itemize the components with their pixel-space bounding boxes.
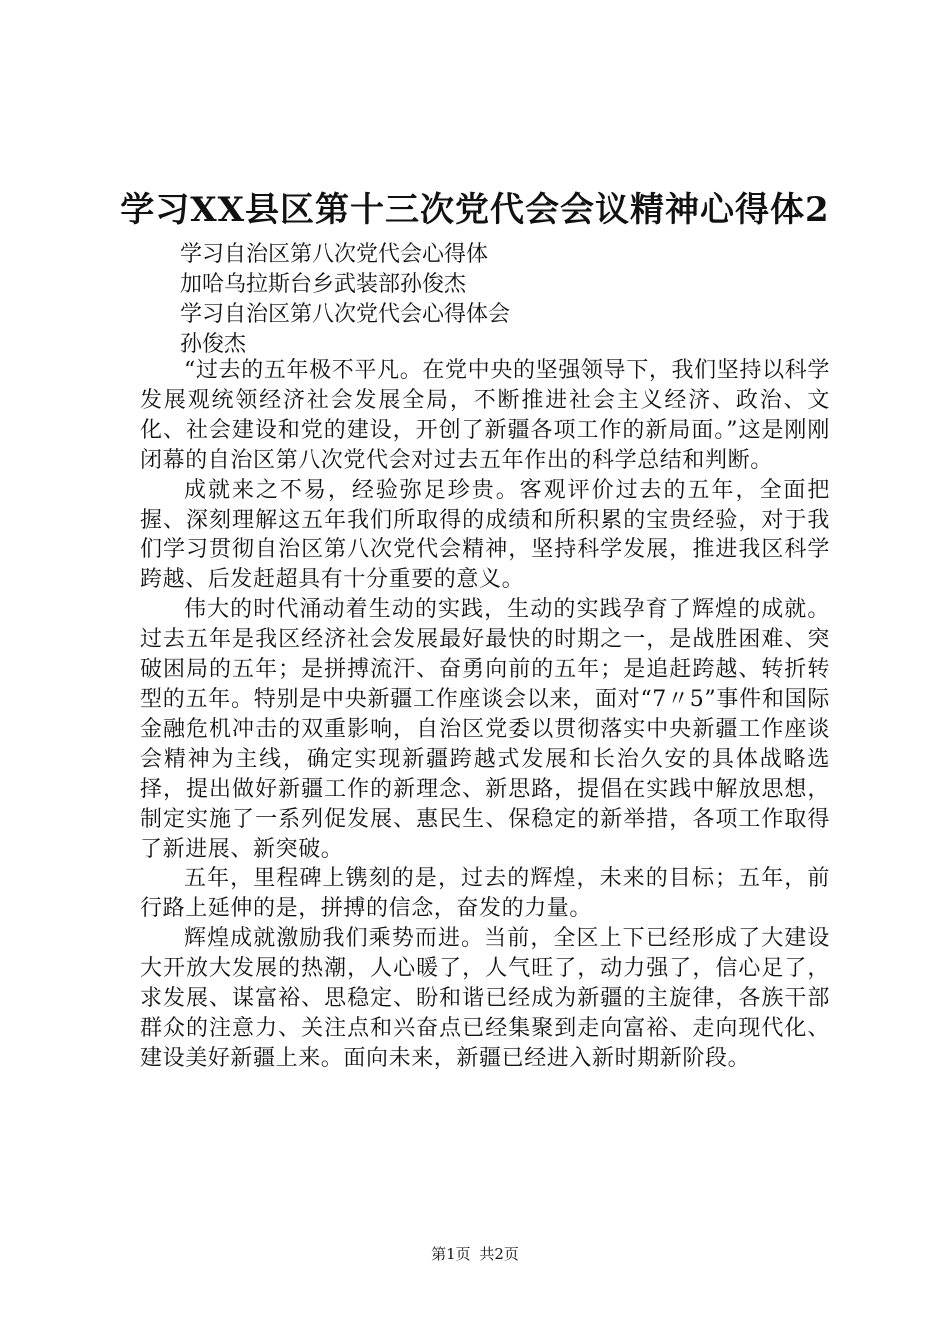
- document-title: 学习XX县区第十三次党代会会议精神心得体2: [120, 190, 830, 230]
- page-footer: [0, 1244, 950, 1264]
- meta-subtitle-full: 学习自治区第八次党代会心得体会: [180, 302, 511, 327]
- body-paragraph: 伟大的时代涌动着生动的实践，生动的实践孕育了辉煌的成就。过去五年是我区经济社会发展最好最快的时期之一，是战胜困难、突破困局的五年；是拼搏流汗、奋勇向前的五年；是追赶跨越、转折转型的五年。特别是中央新疆工作座谈会以来，面对“7〃5”事件和国际金融危机冲击的双重影响，自治区党委以贯彻落实中央新疆工作座谈会精神为主线，确定实现新疆跨越式发展和长治久安的具体战略选择，提出做好新疆工作的新理念、新思路，提倡在实践中解放思想，制定实施了一系列促发展、惠民生、保稳定的新举措，各项工作取得了新进展、新突破。: [140, 597, 830, 862]
- document-meta: [180, 240, 830, 360]
- page-total: 共2页: [479, 1245, 519, 1263]
- meta-author-unit: 加哈乌拉斯台乡武装部孙俊杰: [180, 272, 467, 297]
- page-number: 第1页: [431, 1245, 471, 1263]
- meta-author: 孙俊杰: [180, 332, 247, 357]
- document-body: [140, 356, 830, 1074]
- body-paragraph: 辉煌成就激励我们乘势而进。当前，全区上下已经形成了大建设大开放大发展的热潮，人心暖了，人气旺了，动力强了，信心足了，求发展、谋富裕、思稳定、盼和谐已经成为新疆的主旋律，各族干部群众的注意力、关注点和兴奋点已经集聚到走向富裕、走向现代化、建设美好新疆上来。面向未来，新疆已经进入新时期新阶段。: [140, 926, 830, 1071]
- meta-subtitle: 学习自治区第八次党代会心得体: [180, 242, 489, 267]
- body-paragraph: 五年，里程碑上镌刻的是，过去的辉煌，未来的目标；五年，前行路上延伸的是，拼搏的信念，奋发的力量。: [140, 866, 830, 922]
- body-paragraph: “过去的五年极不平凡。在党中央的坚强领导下，我们坚持以科学发展观统领经济社会发展全局，不断推进社会主义经济、政治、文化、社会建设和党的建设，开创了新疆各项工作的新局面。”这是刚刚闭幕的自治区第八次党代会对过去五年作出的科学总结和判断。: [140, 358, 830, 473]
- body-paragraph: 成就来之不易，经验弥足珍贵。客观评价过去的五年，全面把握、深刻理解这五年我们所取得的成绩和所积累的宝贵经验，对于我们学习贯彻自治区第八次党代会精神，坚持科学发展，推进我区科学跨越、后发赶超具有十分重要的意义。: [140, 477, 830, 593]
